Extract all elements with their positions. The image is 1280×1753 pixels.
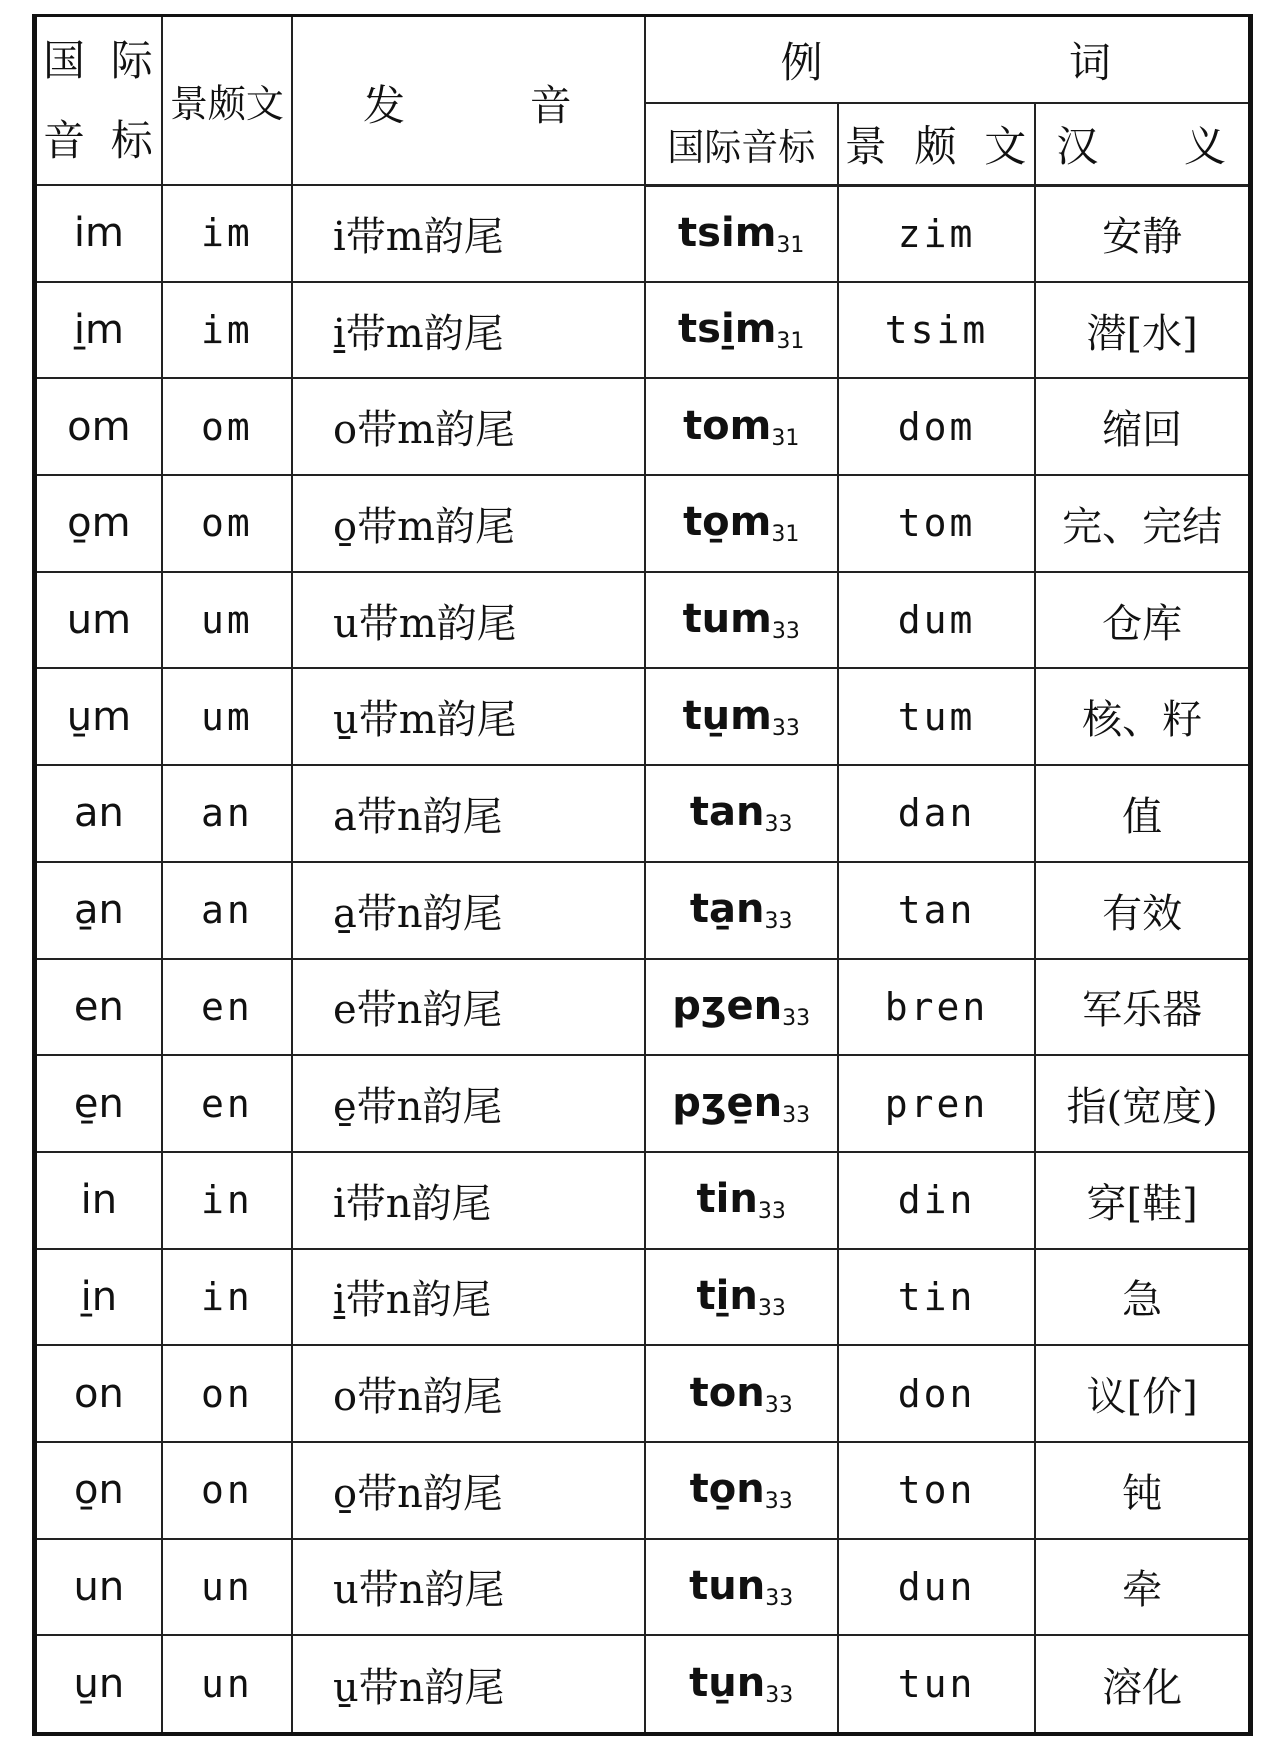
cell-jingpo: om: [162, 378, 292, 475]
cell-jingpo: on: [162, 1345, 292, 1442]
cell-example-ipa: [645, 1152, 838, 1249]
example-ipa-text: ton: [689, 1369, 765, 1416]
cell-example-ipa: [645, 1442, 838, 1539]
cell-jingpo: un: [162, 1539, 292, 1636]
cell-example-ipa: [645, 1635, 838, 1732]
example-tone: 33: [765, 1585, 794, 1611]
cell-ipa: om: [37, 378, 162, 475]
cell-example-meaning: 穿[鞋]: [1035, 1152, 1248, 1249]
cell-ipa: un: [37, 1539, 162, 1636]
table-row: [37, 765, 1248, 862]
table-row: [37, 378, 1248, 475]
cell-example-meaning: 仓库: [1035, 572, 1248, 669]
cell-example-ipa: [645, 185, 838, 282]
cell-ipa: on: [37, 1345, 162, 1442]
cell-pronunciation: e带n韵尾: [292, 959, 645, 1056]
header-example-meaning-char-1: 汉: [1056, 121, 1101, 171]
example-ipa-text: ti̱n: [696, 1272, 758, 1319]
cell-example-meaning: 议[价]: [1035, 1345, 1248, 1442]
example-tone: 33: [757, 1295, 786, 1321]
example-tone: 33: [782, 1005, 811, 1031]
cell-pronunciation: u带n韵尾: [292, 1539, 645, 1636]
cell-example-ipa: [645, 765, 838, 862]
table-row: [37, 959, 1248, 1056]
header-pronunciation-char-1: 发: [362, 81, 407, 130]
table-row: [37, 1152, 1248, 1249]
cell-example-meaning: 急: [1035, 1249, 1248, 1346]
header-example-meaning: [1035, 103, 1248, 185]
cell-example-jingpo: tum: [838, 668, 1035, 765]
example-tone: 31: [771, 522, 800, 548]
table-row: [37, 1635, 1248, 1732]
header-ipa-char-1: 国: [43, 35, 88, 85]
cell-ipa: i̱n: [37, 1249, 162, 1346]
cell-ipa: u̱n: [37, 1635, 162, 1732]
cell-ipa: o̱m: [37, 475, 162, 572]
example-ipa-text: tu̱m: [682, 692, 772, 739]
cell-example-meaning: 安静: [1035, 185, 1248, 282]
cell-example-ipa: [645, 862, 838, 959]
rhyme-table: [37, 17, 1248, 1732]
cell-example-jingpo: tan: [838, 862, 1035, 959]
table-row: [37, 1345, 1248, 1442]
table-row: [37, 282, 1248, 379]
example-ipa-text: pʒen: [672, 982, 783, 1029]
header-pronunciation: [292, 17, 645, 185]
cell-example-ipa: [645, 959, 838, 1056]
cell-jingpo: an: [162, 862, 292, 959]
example-tone: 33: [771, 619, 800, 645]
cell-example-jingpo: tin: [838, 1249, 1035, 1346]
cell-example-jingpo: pren: [838, 1055, 1035, 1152]
header-ipa-char-4: 标: [110, 115, 155, 165]
cell-jingpo: an: [162, 765, 292, 862]
cell-pronunciation: a带n韵尾: [292, 765, 645, 862]
cell-example-meaning: 值: [1035, 765, 1248, 862]
header-example-jingpo: [838, 103, 1035, 185]
header-example-jingpo-char-3: 文: [984, 121, 1029, 171]
cell-ipa: u̱m: [37, 668, 162, 765]
table-row: [37, 185, 1248, 282]
cell-example-jingpo: dum: [838, 572, 1035, 669]
cell-jingpo: um: [162, 572, 292, 669]
example-tone: 33: [765, 1683, 794, 1709]
cell-pronunciation: o̱带m韵尾: [292, 475, 645, 572]
example-tone: 33: [782, 1102, 811, 1128]
header-examples: [645, 17, 1248, 103]
cell-ipa: e̱n: [37, 1055, 162, 1152]
cell-ipa: in: [37, 1152, 162, 1249]
cell-example-jingpo: ton: [838, 1442, 1035, 1539]
header-ipa-char-2: 际: [110, 35, 155, 85]
header-example-ipa: 国际音标: [645, 103, 838, 185]
cell-jingpo: im: [162, 282, 292, 379]
table-row: [37, 572, 1248, 669]
cell-example-ipa: [645, 1055, 838, 1152]
example-ipa-text: to̱m: [683, 499, 772, 546]
cell-example-jingpo: dan: [838, 765, 1035, 862]
cell-jingpo: un: [162, 1635, 292, 1732]
header-example-jingpo-char-2: 颇: [914, 121, 959, 171]
cell-example-jingpo: don: [838, 1345, 1035, 1442]
cell-example-ipa: [645, 1345, 838, 1442]
header-examples-char-1: 例: [780, 37, 825, 87]
phonetics-table-page: [32, 14, 1253, 1736]
example-ipa-text: tum: [682, 596, 772, 643]
cell-pronunciation: i̱带m韵尾: [292, 282, 645, 379]
cell-ipa: an: [37, 765, 162, 862]
cell-pronunciation: i带n韵尾: [292, 1152, 645, 1249]
example-ipa-text: tan: [689, 789, 765, 836]
cell-example-meaning: 完、完结: [1035, 475, 1248, 572]
example-tone: 33: [764, 1489, 793, 1515]
header-jingpo: 景颇文: [162, 17, 292, 185]
example-tone: 31: [776, 329, 805, 355]
cell-pronunciation: o带n韵尾: [292, 1345, 645, 1442]
table-row: [37, 668, 1248, 765]
example-tone: 31: [771, 425, 800, 451]
cell-example-jingpo: dom: [838, 378, 1035, 475]
example-ipa-text: tin: [696, 1176, 758, 1223]
cell-pronunciation: o̱带n韵尾: [292, 1442, 645, 1539]
cell-example-ipa: [645, 572, 838, 669]
cell-example-jingpo: zim: [838, 185, 1035, 282]
table-row: [37, 862, 1248, 959]
header-example-meaning-char-2: 义: [1183, 121, 1228, 171]
cell-example-meaning: 缩回: [1035, 378, 1248, 475]
cell-example-meaning: 指(宽度): [1035, 1055, 1248, 1152]
example-ipa-text: tsi̱m: [678, 306, 777, 353]
cell-ipa: en: [37, 959, 162, 1056]
example-ipa-text: ta̱n: [689, 886, 765, 933]
header-ipa: [37, 17, 162, 185]
cell-ipa: im: [37, 185, 162, 282]
cell-example-ipa: [645, 378, 838, 475]
example-ipa-text: tom: [683, 402, 772, 449]
cell-jingpo: om: [162, 475, 292, 572]
header-pronunciation-char-2: 音: [529, 81, 574, 130]
cell-pronunciation: i̱带n韵尾: [292, 1249, 645, 1346]
example-ipa-text: to̱n: [689, 1466, 765, 1513]
example-tone: 33: [764, 1392, 793, 1418]
cell-example-ipa: [645, 1539, 838, 1636]
example-ipa-text: tsim: [678, 209, 777, 256]
cell-pronunciation: a̱带n韵尾: [292, 862, 645, 959]
cell-example-meaning: 溶化: [1035, 1635, 1248, 1732]
cell-example-jingpo: tom: [838, 475, 1035, 572]
example-ipa-text: tun: [689, 1562, 766, 1609]
cell-ipa: o̱n: [37, 1442, 162, 1539]
cell-ipa: i̱m: [37, 282, 162, 379]
cell-example-jingpo: dun: [838, 1539, 1035, 1636]
cell-example-ipa: [645, 1249, 838, 1346]
cell-ipa: um: [37, 572, 162, 669]
cell-ipa: a̱n: [37, 862, 162, 959]
cell-pronunciation: o带m韵尾: [292, 378, 645, 475]
cell-example-meaning: 军乐器: [1035, 959, 1248, 1056]
example-tone: 31: [776, 232, 805, 258]
cell-example-ipa: [645, 668, 838, 765]
cell-example-meaning: 有效: [1035, 862, 1248, 959]
cell-example-meaning: 牵: [1035, 1539, 1248, 1636]
cell-jingpo: on: [162, 1442, 292, 1539]
header-examples-char-2: 词: [1068, 37, 1113, 87]
cell-jingpo: en: [162, 1055, 292, 1152]
cell-pronunciation: u带m韵尾: [292, 572, 645, 669]
example-ipa-text: tu̱n: [689, 1660, 766, 1707]
cell-example-meaning: 潜[水]: [1035, 282, 1248, 379]
cell-jingpo: um: [162, 668, 292, 765]
table-row: [37, 1249, 1248, 1346]
example-tone: 33: [771, 715, 800, 741]
cell-jingpo: im: [162, 185, 292, 282]
cell-jingpo: in: [162, 1152, 292, 1249]
cell-example-jingpo: din: [838, 1152, 1035, 1249]
cell-example-meaning: 钝: [1035, 1442, 1248, 1539]
cell-pronunciation: i带m韵尾: [292, 185, 645, 282]
cell-example-ipa: [645, 475, 838, 572]
cell-jingpo: en: [162, 959, 292, 1056]
example-tone: 33: [764, 909, 793, 935]
cell-pronunciation: u̱带n韵尾: [292, 1635, 645, 1732]
example-tone: 33: [764, 812, 793, 838]
cell-jingpo: in: [162, 1249, 292, 1346]
example-ipa-text: pʒe̱n: [672, 1079, 783, 1126]
cell-pronunciation: e̱带n韵尾: [292, 1055, 645, 1152]
table-row: [37, 475, 1248, 572]
cell-example-jingpo: bren: [838, 959, 1035, 1056]
header-ipa-char-3: 音: [43, 115, 88, 165]
cell-example-meaning: 核、籽: [1035, 668, 1248, 765]
cell-example-jingpo: tun: [838, 1635, 1035, 1732]
header-example-jingpo-char-1: 景: [844, 121, 889, 171]
cell-example-ipa: [645, 282, 838, 379]
table-row: [37, 1539, 1248, 1636]
table-row: [37, 1055, 1248, 1152]
table-row: [37, 1442, 1248, 1539]
cell-pronunciation: u̱带m韵尾: [292, 668, 645, 765]
cell-example-jingpo: tsim: [838, 282, 1035, 379]
example-tone: 33: [757, 1199, 786, 1225]
